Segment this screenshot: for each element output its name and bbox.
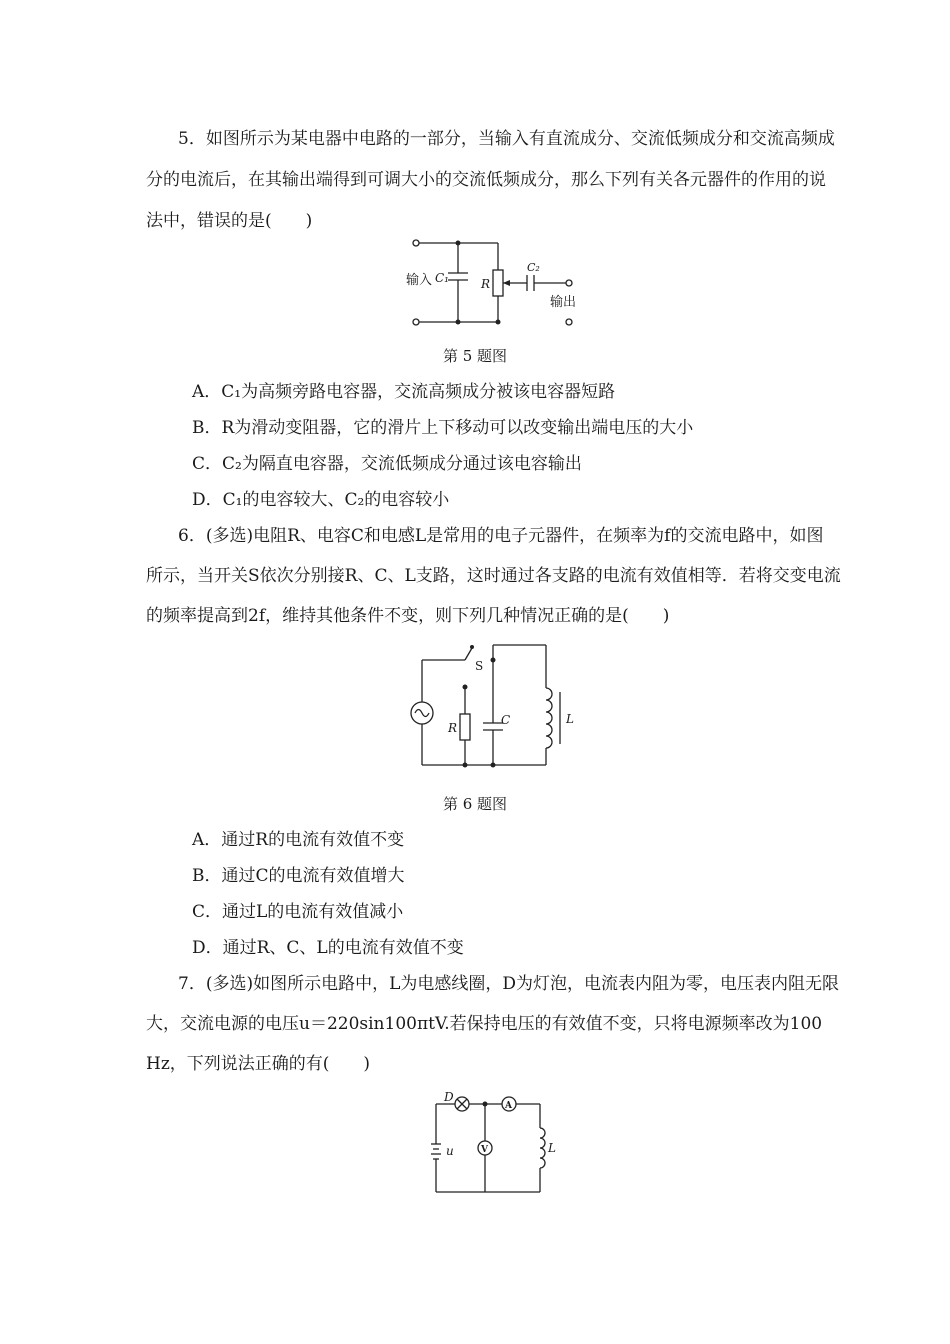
q5-option-d: D．C₁的电容较大、C₂的电容较小 — [192, 490, 450, 510]
q7-circuit-figure — [420, 1088, 570, 1196]
q5-option-c: C．C₂为隔直电容器，交流低频成分通过该电容输出 — [192, 454, 582, 474]
q5-c2-label: C₂ — [527, 261, 540, 274]
q5-line-3: 法中，错误的是( ) — [146, 211, 313, 231]
q7-ammeter-label: A — [505, 1101, 512, 1111]
q6-option-b: B．通过C的电流有效值增大 — [192, 866, 405, 886]
q5-c1-label: C₁ — [435, 271, 449, 285]
q6-figure-caption: 第 6 题图 — [442, 795, 508, 813]
q6-option-a: A．通过R的电流有效值不变 — [192, 830, 405, 850]
q7-d-label: D — [444, 1090, 454, 1104]
q6-l-label: L — [566, 712, 574, 726]
q6-option-c: C．通过L的电流有效值减小 — [192, 902, 404, 922]
q5-figure-caption: 第 5 题图 — [442, 347, 508, 365]
q5-r-label: R — [481, 277, 491, 291]
q6-switch-label: S — [475, 659, 484, 673]
q5-option-a: A．C₁为高频旁路电容器，交流高频成分被该电容器短路 — [192, 382, 616, 402]
q6-circuit-figure — [408, 640, 578, 770]
q7-voltmeter-label: V — [481, 1145, 488, 1155]
q5-option-b: B．R为滑动变阻器，它的滑片上下移动可以改变输出端电压的大小 — [192, 418, 694, 438]
q5-circuit-figure — [400, 238, 590, 333]
q7-u-label: u — [446, 1144, 454, 1158]
q5-output-label: 输出 — [550, 295, 577, 310]
q5-line-1: 5．如图所示为某电器中电路的一部分，当输入有直流成分、交流低频成分和交流高频成 — [178, 129, 835, 149]
q6-r-label: R — [448, 721, 458, 735]
q6-line-2: 所示，当开关S依次分别接R、C、L支路，这时通过各支路的电流有效值相等．若将交变电流 — [146, 566, 841, 586]
q6-option-d: D．通过R、C、L的电流有效值不变 — [192, 938, 464, 958]
q7-l-label: L — [548, 1141, 556, 1155]
q7-line-3: Hz，下列说法正确的有( ) — [146, 1054, 371, 1074]
q6-line-1: 6．(多选)电阻R、电容C和电感L是常用的电子元器件，在频率为f的交流电路中，如图 — [178, 526, 824, 546]
q7-line-1: 7．(多选)如图所示电路中，L为电感线圈，D为灯泡，电流表内阻为零，电压表内阻无限 — [178, 974, 839, 994]
q6-c-label: C — [501, 713, 511, 727]
q6-line-3: 的频率提高到2f，维持其他条件不变，则下列几种情况正确的是( ) — [146, 606, 670, 626]
q5-line-2: 分的电流后，在其输出端得到可调大小的交流低频成分，那么下列有关各元器件的作用的说 — [146, 170, 826, 190]
q5-input-label: 输入 — [406, 273, 433, 288]
q7-line-2: 大，交流电源的电压u＝220sin100πtV.若保持电压的有效值不变，只将电源频率改为100 — [146, 1014, 823, 1034]
